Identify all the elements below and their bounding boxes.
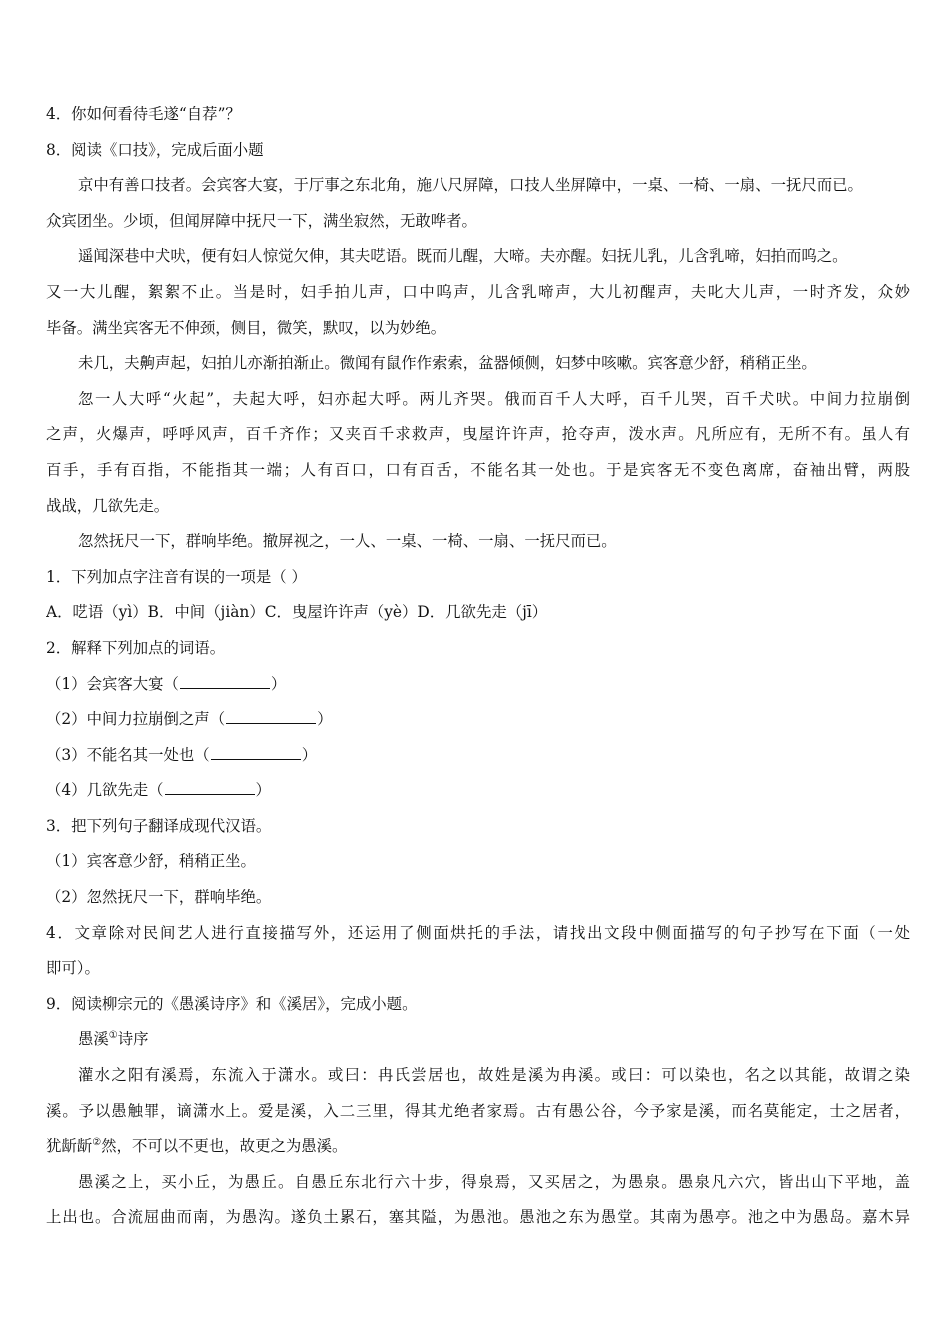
- passage-line: 众宾团坐。少顷，但闻屏障中抚尺一下，满坐寂然，无敢哗者。: [46, 211, 477, 230]
- passage-line: 京中有善口技者。会宾客大宴，于厅事之东北角，施八尺屏障，口技人坐屏障中，一桌、一椅、一扇、一抚尺而已。: [78, 176, 863, 195]
- q8-3-item-2: （2）忽然抚尺一下，群响毕绝。: [46, 888, 272, 907]
- q8-4-question: 4．文章除对民间艺人进行直接描写外，还运用了侧面烘托的手法，请找出文段中侧面描写的句子抄写在下面（一处: [46, 923, 910, 942]
- passage-line: 又一大儿醒，絮絮不止。当是时，妇手拍儿声，口中呜声，儿含乳啼声，大儿初醒声，夫叱大儿声，一时齐发，众妙: [46, 282, 910, 301]
- q4-maosui: 4．你如何看待毛遂“自荐”？: [46, 105, 241, 123]
- preface-line: 上出也。合流屈曲而南，为愚沟。遂负土累石，塞其隘，为愚池。愚池之东为愚堂。其南为愚亭。池之中为愚岛。嘉木异: [46, 1208, 910, 1227]
- close-paren: ）: [255, 781, 271, 800]
- passage-line: 百手，手有百指，不能指其一端；人有百口，口有百舌，不能名其一处也。于是宾客无不变色离席，奋袖出臂，两股: [46, 460, 910, 479]
- title-text: 愚溪: [78, 1030, 109, 1049]
- q8-3-item-1: （1）宾客意少舒，稍稍正坐。: [46, 852, 256, 871]
- q8-2-question: 2．解释下列加点的词语。: [46, 638, 226, 657]
- preface-text: 犹龂龂: [46, 1137, 93, 1156]
- q8-1-options: A．呓语（yì）B．中间（jiàn）C．曳屋许许声（yè）D．几欲先走（jī）: [46, 603, 548, 622]
- passage-line: 忽然抚尺一下，群响毕绝。撤屏视之，一人、一桌、一椅、一扇、一抚尺而已。: [78, 532, 617, 551]
- item-text: （2）中间力拉崩倒之声（: [46, 710, 226, 729]
- answer-blank[interactable]: [211, 758, 301, 760]
- close-paren: ）: [317, 710, 333, 729]
- q8-2-item-3: [46, 738, 910, 774]
- item-text: （4）几欲先走（: [46, 781, 164, 800]
- q8-3-question: 3．把下列句子翻译成现代汉语。: [46, 816, 272, 835]
- passage-line: 忽一人大呼“火起”，夫起大呼，妇亦起大呼。两儿齐哭。俄而百千人大呼，百千儿哭，百千犬吠。中间力拉崩倒: [78, 389, 910, 408]
- preface-line: 灌水之阳有溪焉，东流入于潇水。或曰：冉氏尝居也，故姓是溪为冉溪。或曰：可以染也，名之以其能，故谓之染: [78, 1066, 910, 1085]
- preface-line: 溪。予以愚触罪，谪潇水上。爱是溪，入二三里，得其尤绝者家焉。古有愚公谷，今予家是溪，而名莫能定，士之居者，: [46, 1101, 910, 1120]
- q8-2-item-4: [46, 773, 910, 809]
- q8-heading: 8．阅读《口技》，完成后面小题: [46, 140, 264, 159]
- footnote-mark-1: ①: [108, 1030, 118, 1042]
- q8-2-item-1: [46, 667, 910, 703]
- preface-line: [46, 1129, 910, 1165]
- q8-4-question-cont: 即可）。: [46, 959, 100, 978]
- passage-line: 战战，几欲先走。: [46, 496, 170, 515]
- footnote-mark-2: ②: [92, 1137, 102, 1149]
- poem-preface-title: [46, 1022, 910, 1058]
- passage-line: 之声，火爆声，呼呼风声，百千齐作；又夹百千求救声，曳屋许许声，抢夺声，泼水声。凡所应有，无所不有。虽人有: [46, 425, 910, 444]
- answer-blank[interactable]: [226, 722, 316, 724]
- close-paren: ）: [270, 674, 287, 693]
- answer-blank[interactable]: [180, 687, 270, 689]
- item-text: （3）不能名其一处也（: [46, 745, 210, 764]
- q8-2-item-2: [46, 702, 910, 738]
- preface-text: 然，不可以不更也，故更之为愚溪。: [101, 1137, 348, 1156]
- title-text: 诗序: [117, 1030, 149, 1049]
- item-text: （1）会宾客大宴（: [46, 674, 179, 693]
- close-paren: ）: [301, 745, 318, 764]
- passage-line: 遥闻深巷中犬吠，便有妇人惊觉欠伸，其夫呓语。既而儿醒，大啼。夫亦醒。妇抚儿乳，儿含乳啼，妇拍而呜之。: [78, 247, 848, 266]
- q9-heading: 9．阅读柳宗元的《愚溪诗序》和《溪居》，完成小题。: [46, 994, 418, 1013]
- passage-line: 毕备。满坐宾客无不伸颈，侧目，微笑，默叹，以为妙绝。: [46, 318, 447, 337]
- q8-1-question: 1．下列加点字注音有误的一项是（ ）: [46, 567, 307, 586]
- preface-line: 愚溪之上，买小丘，为愚丘。自愚丘东北行六十步，得泉焉，又买居之，为愚泉。愚泉凡六穴，皆出山下平地，盖: [78, 1172, 910, 1191]
- answer-blank[interactable]: [165, 793, 255, 795]
- passage-line: 未几，夫齁声起，妇拍儿亦渐拍渐止。微闻有鼠作作索索，盆器倾侧，妇梦中咳嗽。宾客意少舒，稍稍正坐。: [78, 354, 817, 373]
